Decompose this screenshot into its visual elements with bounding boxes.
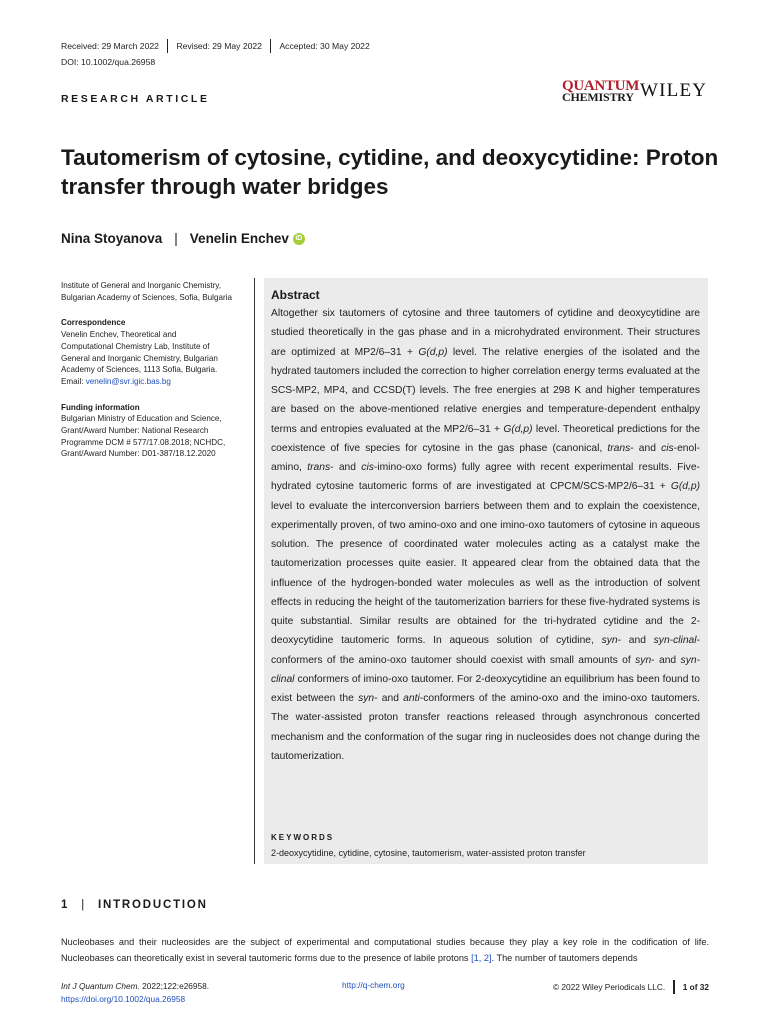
keywords-heading: KEYWORDS — [271, 833, 335, 842]
correspondence: Correspondence Venelin Enchev, Theoretical and Computational Chemistry Lab, Institute of General and Inorganic Chemistry, Bulgarian Academy of Sciences, 1113 Sofia, Bulgaria. Email: venelin@svr.igic.bas.bg — [61, 317, 251, 387]
section-title: INTRODUCTION — [98, 899, 208, 911]
accepted-date: Accepted: 30 May 2022 — [279, 41, 370, 51]
quantum-chemistry-logo — [562, 78, 640, 105]
section-separator: | — [81, 899, 86, 911]
abstract-heading: Abstract — [271, 288, 320, 302]
divider — [167, 39, 169, 53]
footer-citation: Int J Quantum Chem. 2022;122:e26958. https://doi.org/10.1002/qua.26958 — [61, 981, 210, 1004]
orcid-icon[interactable]: iD — [293, 233, 305, 245]
author-name[interactable]: Venelin Enchev — [189, 231, 289, 246]
abstract-panel — [264, 278, 708, 864]
author-separator: | — [174, 231, 178, 246]
reference-link[interactable]: [1, 2] — [471, 953, 492, 963]
article-type-label: RESEARCH ARTICLE — [61, 93, 210, 105]
funding-information: Funding information Bulgarian Ministry of Education and Science, Grant/Award Number: National Research Programme DCM # 577/17.08.2018; NCHDC, Grant/Award Number: D01-387/18.12.2020 — [61, 402, 251, 461]
wiley-logo: WILEY — [640, 80, 708, 101]
received-date: Received: 29 March 2022 — [61, 41, 159, 51]
author-list — [61, 231, 305, 246]
article-info-column — [61, 280, 251, 474]
doi-link[interactable]: https://doi.org/10.1002/qua.26958 — [61, 994, 186, 1004]
footer-right — [553, 980, 709, 994]
author-name[interactable]: Nina Stoyanova — [61, 231, 163, 246]
introduction-paragraph: Nucleobases and their nucleosides are the subject of experimental and computational studies because they play a key role in the codification of life. Nucleobases can theoretically exist in several tautomeric forms due to the presence of labile protons [1, 2]. The number of tautomers depends — [61, 937, 709, 963]
revised-date: Revised: 29 May 2022 — [176, 41, 262, 51]
email-link[interactable]: venelin@svr.igic.bas.bg — [85, 376, 171, 386]
divider — [673, 980, 675, 994]
article-doi: DOI: 10.1002/qua.26958 — [61, 57, 156, 67]
column-divider — [254, 278, 255, 864]
keywords-list: 2-deoxycytidine, cytidine, cytosine, tautomerism, water-assisted proton transfer — [271, 848, 586, 858]
funding-heading: Funding information — [61, 402, 140, 412]
article-title: Tautomerism of cytosine, cytidine, and deoxycytidine: Proton transfer through water bridges — [61, 145, 719, 199]
section-heading-introduction — [61, 899, 208, 911]
page-number: 1 of 32 — [682, 982, 709, 992]
copyright: © 2022 Wiley Periodicals LLC. — [553, 982, 666, 992]
article-dates — [61, 39, 370, 53]
divider — [270, 39, 272, 53]
logo-line-quantum: QUANTUM — [562, 78, 640, 94]
journal-name: Int J Quantum Chem. — [61, 981, 140, 991]
journal-site-link[interactable]: http://q-chem.org — [342, 980, 405, 990]
abstract-text: Altogether six tautomers of cytosine and three tautomers of cytidine and deoxycytidine are studied theoretically in the gas phase and in a microhydrated environment. Their structures are optimized at MP2/6–31 + G(d,p) level. The relative energies of the isolated and the hydrated tautomers included the correction to higher correlation energy terms evaluated at the SCS-MP2, MP4, and CCSD(T) levels. The free energies at 298 K and higher temperatures are based on the above-mentioned relative energies and temperature-dependent enthalpy terms and entropies evaluated at the MP2/6–31 + G(d,p) level. Theoretical predictions for the coexistence of five species for cytosine in the gas phase (canonical, trans- and cis-enol-amino, trans- and cis-imino-oxo forms) fully agree with recent experimental results. Five-hydrated cytosine tautomeric forms of are investigated at CPCM/SCS-MP2/6–31 + G(d,p) level to evaluate the interconversion barriers between them and to explain the coexistence, experimentally proven, of two amino-oxo and one imino-oxo tautomers of cytosine in aqueous solution. The presence of coordinated water molecules acting as a catalyst make the tautomerization processes quite easier. It appeared clear from the obtained data that the influence of the hydrogen-bonded water molecules as well as the introduction of solvent effects in reducing the height of the tautomerization barriers for these five-hydrated systems is quite substantial. Similar results are obtained for the tri-hydrated cytidine and the 2-deoxycytidine tautomeric forms. In aqueous solution of cytidine, syn- and syn-clinal-conformers of the amino-oxo tautomer should coexist with small amounts of syn- and syn-clinal conformers of imino-oxo tautomer. For 2-deoxycytidine an equilibrium has been found to exist between the syn- and anti-conformers of the amino-oxo and the imino-oxo tautomers. The water-assisted proton transfer reactions released through asynchronous concerted mechanism and the conformation of the sugar ring in nucleosides does not change during the tautomerization. — [271, 308, 701, 762]
logo-line-chemistry: CHEMISTRY — [562, 90, 634, 104]
section-number: 1 — [61, 899, 70, 911]
affiliation: Institute of General and Inorganic Chemistry, Bulgarian Academy of Sciences, Sofia, Bulgaria — [61, 281, 232, 302]
correspondence-heading: Correspondence — [61, 318, 126, 328]
